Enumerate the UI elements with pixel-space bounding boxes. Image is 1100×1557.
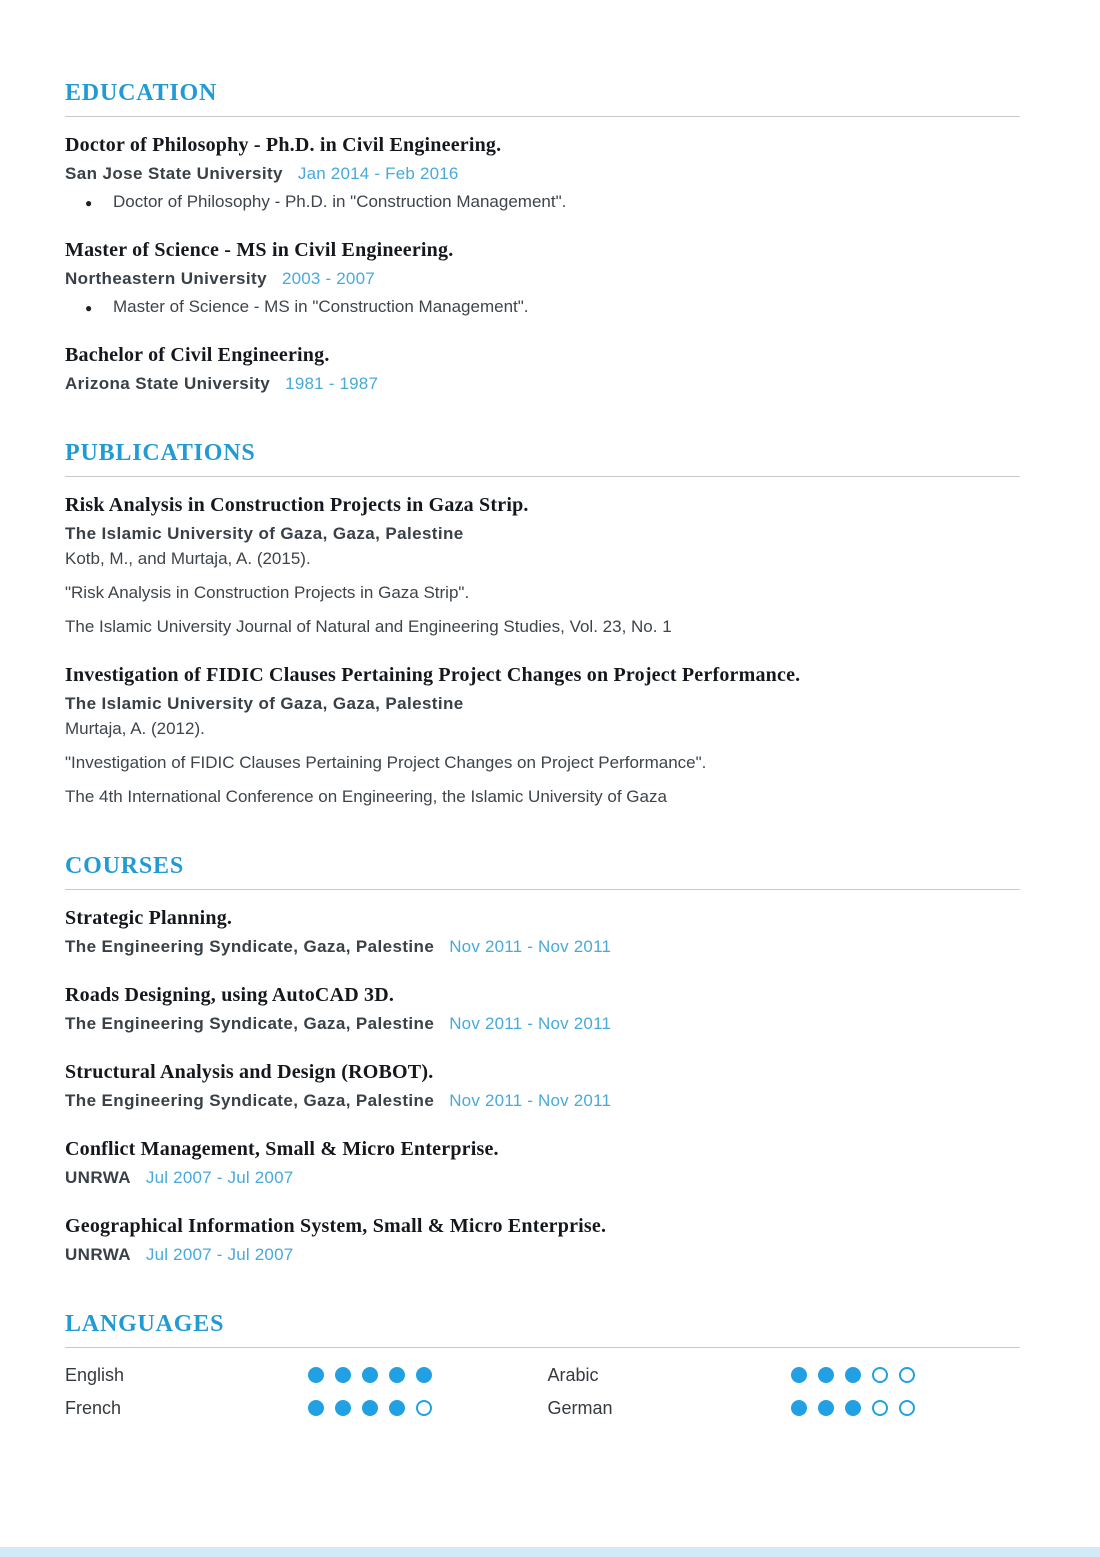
level-dot-filled <box>416 1367 432 1383</box>
publication-authors: Kotb, M., and Murtaja, A. (2015). <box>65 549 311 568</box>
page-footer-bar <box>0 1547 1100 1557</box>
level-dot-filled <box>818 1400 834 1416</box>
institution-line <box>65 164 1020 184</box>
institution-name: The Islamic University of Gaza, Gaza, Palestine <box>65 694 464 713</box>
date-range: Nov 2011 - Nov 2011 <box>449 937 612 956</box>
course-entry <box>65 907 1020 957</box>
section-divider <box>65 1347 1020 1348</box>
institution-name: San Jose State University <box>65 164 283 183</box>
course-title: Geographical Information System, Small & Micro Enterprise. <box>65 1215 607 1237</box>
course-title: Structural Analysis and Design (ROBOT). <box>65 1061 434 1083</box>
course-entry <box>65 984 1020 1034</box>
institution-name: Arizona State University <box>65 374 271 393</box>
publications-heading: PUBLICATIONS <box>65 440 256 466</box>
degree-title: Doctor of Philosophy - Ph.D. in Civil Engineering. <box>65 134 502 156</box>
date-range: 1981 - 1987 <box>285 374 379 393</box>
section-languages <box>65 1311 1020 1418</box>
institution-line <box>65 1168 1020 1188</box>
publication-title: Investigation of FIDIC Clauses Pertaining Project Changes on Project Performance. <box>65 664 801 686</box>
institution-name: The Engineering Syndicate, Gaza, Palestine <box>65 1091 435 1110</box>
level-dot-empty <box>899 1367 915 1383</box>
level-dot-empty <box>416 1400 432 1416</box>
date-range: Jul 2007 - Jul 2007 <box>145 1168 294 1187</box>
publication-quote: "Risk Analysis in Construction Projects in Gaza Strip". <box>65 583 470 602</box>
language-name: Arabic <box>547 1364 599 1385</box>
bullet-icon: ● <box>85 301 93 315</box>
course-entry <box>65 1061 1020 1111</box>
level-dot-filled <box>791 1367 807 1383</box>
publication-authors: Murtaja, A. (2012). <box>65 719 205 738</box>
level-dot-filled <box>308 1367 324 1383</box>
section-publications <box>65 440 1020 807</box>
language-name: German <box>547 1397 613 1418</box>
institution-line <box>65 1245 1020 1265</box>
publication-quote: "Investigation of FIDIC Clauses Pertaining Project Changes on Project Performance". <box>65 753 707 772</box>
language-name: English <box>65 1364 125 1385</box>
level-dot-empty <box>899 1400 915 1416</box>
institution-name: Northeastern University <box>65 269 267 288</box>
publication-venue: The 4th International Conference on Engineering, the Islamic University of Gaza <box>65 787 667 806</box>
section-courses <box>65 853 1020 1265</box>
date-range: Nov 2011 - Nov 2011 <box>449 1091 612 1110</box>
publication-title: Risk Analysis in Construction Projects in Gaza Strip. <box>65 494 529 516</box>
level-dot-filled <box>362 1400 378 1416</box>
level-dot-filled <box>845 1367 861 1383</box>
institution-line <box>65 694 1020 714</box>
institution-name: UNRWA <box>65 1168 131 1187</box>
course-entry <box>65 1215 1020 1265</box>
institution-line <box>65 524 1020 544</box>
language-row <box>65 1365 538 1385</box>
degree-title: Master of Science - MS in Civil Engineering. <box>65 239 454 261</box>
bullet-icon: ● <box>85 196 93 210</box>
language-level-dots <box>791 1400 915 1416</box>
languages-heading: LANGUAGES <box>65 1311 225 1337</box>
date-range: 2003 - 2007 <box>281 269 375 288</box>
institution-line <box>65 1091 1020 1111</box>
languages-grid <box>65 1365 1020 1418</box>
level-dot-filled <box>362 1367 378 1383</box>
institution-name: The Islamic University of Gaza, Gaza, Palestine <box>65 524 464 543</box>
section-divider <box>65 116 1020 117</box>
level-dot-filled <box>335 1367 351 1383</box>
language-level-dots <box>308 1400 432 1416</box>
level-dot-filled <box>335 1400 351 1416</box>
publication-entry <box>65 494 1020 637</box>
publication-entry <box>65 664 1020 807</box>
course-title: Strategic Planning. <box>65 907 233 929</box>
section-education <box>65 80 1020 394</box>
institution-name: The Engineering Syndicate, Gaza, Palestine <box>65 1014 435 1033</box>
courses-heading: COURSES <box>65 853 184 879</box>
bullet-item <box>65 297 1020 317</box>
language-row <box>548 1398 1021 1418</box>
language-row <box>65 1398 538 1418</box>
course-title: Conflict Management, Small & Micro Enterprise. <box>65 1138 499 1160</box>
education-entry <box>65 344 1020 394</box>
institution-name: UNRWA <box>65 1245 131 1264</box>
language-level-dots <box>791 1367 915 1383</box>
level-dot-empty <box>872 1367 888 1383</box>
level-dot-empty <box>872 1400 888 1416</box>
date-range: Nov 2011 - Nov 2011 <box>449 1014 612 1033</box>
education-heading: EDUCATION <box>65 80 218 106</box>
level-dot-filled <box>308 1400 324 1416</box>
course-entry <box>65 1138 1020 1188</box>
level-dot-filled <box>389 1367 405 1383</box>
language-row <box>548 1365 1021 1385</box>
bullet-item <box>65 192 1020 212</box>
degree-title: Bachelor of Civil Engineering. <box>65 344 330 366</box>
level-dot-filled <box>791 1400 807 1416</box>
course-title: Roads Designing, using AutoCAD 3D. <box>65 984 395 1006</box>
publication-venue: The Islamic University Journal of Natural and Engineering Studies, Vol. 23, No. 1 <box>65 617 672 636</box>
level-dot-filled <box>845 1400 861 1416</box>
language-level-dots <box>308 1367 432 1383</box>
institution-name: The Engineering Syndicate, Gaza, Palestine <box>65 937 435 956</box>
education-entry <box>65 239 1020 317</box>
institution-line <box>65 937 1020 957</box>
level-dot-filled <box>818 1367 834 1383</box>
section-divider <box>65 476 1020 477</box>
institution-line <box>65 1014 1020 1034</box>
language-name: French <box>65 1397 122 1418</box>
date-range: Jul 2007 - Jul 2007 <box>145 1245 294 1264</box>
institution-line <box>65 374 1020 394</box>
date-range: Jan 2014 - Feb 2016 <box>297 164 459 183</box>
bullet-text: Master of Science - MS in "Construction Management". <box>113 297 529 316</box>
section-divider <box>65 889 1020 890</box>
bullet-text: Doctor of Philosophy - Ph.D. in "Construction Management". <box>113 192 567 211</box>
institution-line <box>65 269 1020 289</box>
level-dot-filled <box>389 1400 405 1416</box>
education-entry <box>65 134 1020 212</box>
